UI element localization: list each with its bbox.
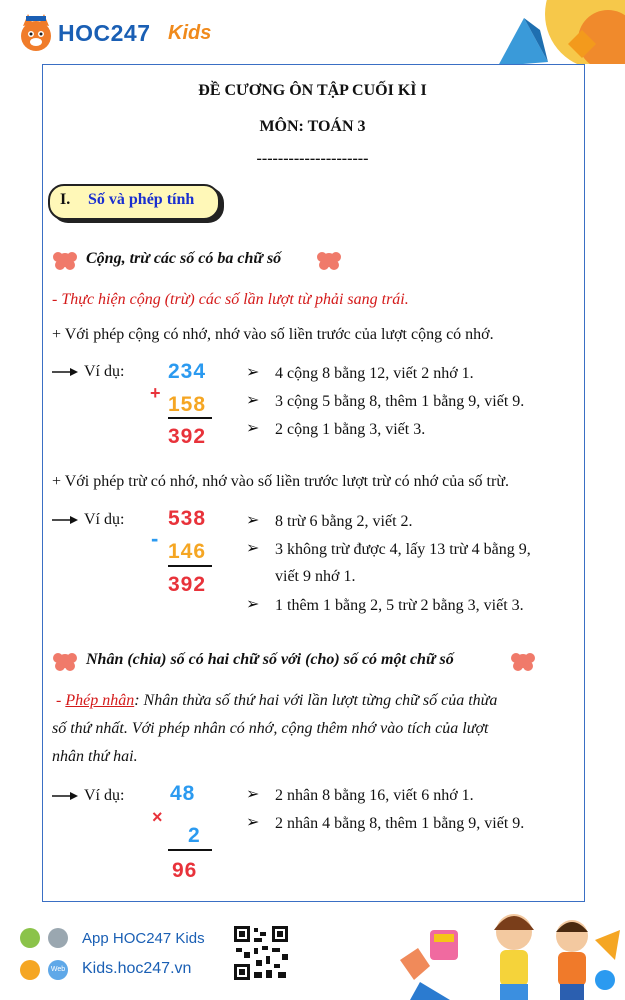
addend-top: 234 — [168, 360, 207, 383]
example-label: Ví dụ: — [84, 787, 125, 804]
rule-lead: - — [56, 692, 66, 709]
step-text: 1 thêm 1 bằng 2, 5 trừ 2 bằng 3, viết 3. — [275, 597, 524, 614]
apple-icon[interactable] — [48, 928, 68, 948]
section-title: Số và phép tính — [88, 191, 195, 208]
example-label: Ví dụ: — [84, 511, 125, 528]
step-text: viết 9 nhớ 1. — [275, 568, 356, 585]
difference-result: 392 — [168, 573, 207, 596]
doc-subject: MÔN: TOÁN 3 — [259, 118, 366, 135]
step-text: 3 cộng 5 bằng 8, thêm 1 bằng 9, viết 9. — [275, 393, 525, 410]
step-bullet: ➢ — [246, 512, 260, 529]
rule-line-1: : Nhân thừa số thứ hai với lần lượt từng chữ số của thừa — [134, 692, 498, 709]
rule-line-3: nhân thứ hai. — [52, 748, 138, 765]
rule-subtraction-carry: + Với phép trừ có nhớ, nhớ vào số liền trước lượt trừ có nhớ của số trừ. — [52, 473, 509, 490]
section-number: I. — [60, 191, 71, 208]
doc-title: ĐỀ CƯƠNG ÔN TẬP CUỐI KÌ I — [198, 82, 427, 99]
difference-line — [168, 565, 212, 567]
step-bullet: ➢ — [246, 596, 260, 613]
step-text: 4 cộng 8 bằng 12, viết 2 nhớ 1. — [275, 365, 474, 382]
step-text: 3 không trừ được 4, lấy 13 trừ 4 bằng 9, — [275, 541, 531, 558]
step-bullet: ➢ — [246, 392, 260, 409]
rule-line-2: số thứ nhất. Với phép nhân có nhớ, cộng thêm nhớ vào tích của lượt — [52, 720, 489, 737]
product-result: 96 — [172, 859, 198, 882]
arrow-right-icon — [52, 366, 78, 378]
site-link[interactable]: Kids.hoc247.vn — [82, 960, 192, 977]
rule-addition-carry: + Với phép cộng có nhớ, nhớ vào số liền trước của lượt cộng có nhớ. — [52, 326, 494, 343]
arrow-right-icon — [52, 790, 78, 802]
step-bullet: ➢ — [246, 364, 260, 381]
product-line — [168, 849, 212, 851]
rule-multiplication — [56, 689, 576, 713]
step-bullet: ➢ — [246, 814, 260, 831]
app-link[interactable]: App HOC247 Kids — [82, 930, 205, 947]
brand-logo: HOC247 — [58, 20, 151, 46]
term-multiplication: Phép nhân — [65, 692, 135, 709]
subheading-add-subtract: Cộng, trừ các số có ba chữ số — [86, 250, 282, 267]
web-icon[interactable]: Web — [48, 960, 68, 980]
qr-code-icon[interactable] — [232, 924, 290, 982]
android-icon[interactable] — [20, 928, 40, 948]
desktop-icon[interactable] — [20, 960, 40, 980]
multiplier: 2 — [188, 824, 201, 847]
mascot-fox-icon — [16, 12, 56, 54]
step-text: 2 nhân 4 bằng 8, thêm 1 bằng 9, viết 9. — [275, 815, 525, 832]
step-bullet: ➢ — [246, 420, 260, 437]
minuend: 538 — [168, 507, 207, 530]
title-divider: --------------------- — [256, 150, 369, 167]
flower-icon — [316, 249, 342, 271]
step-text: 2 nhân 8 bằng 16, viết 6 nhớ 1. — [275, 787, 474, 804]
example-label: Ví dụ: — [84, 363, 125, 380]
step-bullet: ➢ — [246, 540, 260, 557]
flower-icon — [52, 650, 78, 672]
sum-result: 392 — [168, 425, 207, 448]
step-text: 2 cộng 1 bằng 3, viết 3. — [275, 421, 426, 438]
subheading-multiply-divide: Nhân (chia) số có hai chữ số với (cho) số có một chữ số — [86, 651, 454, 668]
flower-icon — [52, 249, 78, 271]
brand-suffix: Kids — [168, 22, 212, 44]
kids-illustration — [390, 900, 625, 1000]
subtrahend: 146 — [168, 540, 207, 563]
rule-right-to-left: - Thực hiện cộng (trừ) các số lần lượt từ phải sang trái. — [52, 291, 409, 308]
arrow-right-icon — [52, 514, 78, 526]
step-text: 8 trừ 6 bằng 2, viết 2. — [275, 513, 413, 530]
plus-sign: + — [150, 383, 162, 403]
sum-line — [168, 417, 212, 419]
times-sign: × — [152, 807, 164, 827]
step-bullet: ➢ — [246, 786, 260, 803]
minus-sign: - — [151, 526, 160, 551]
addend-bottom: 158 — [168, 393, 207, 416]
flower-icon — [510, 650, 536, 672]
multiplicand: 48 — [170, 782, 196, 805]
